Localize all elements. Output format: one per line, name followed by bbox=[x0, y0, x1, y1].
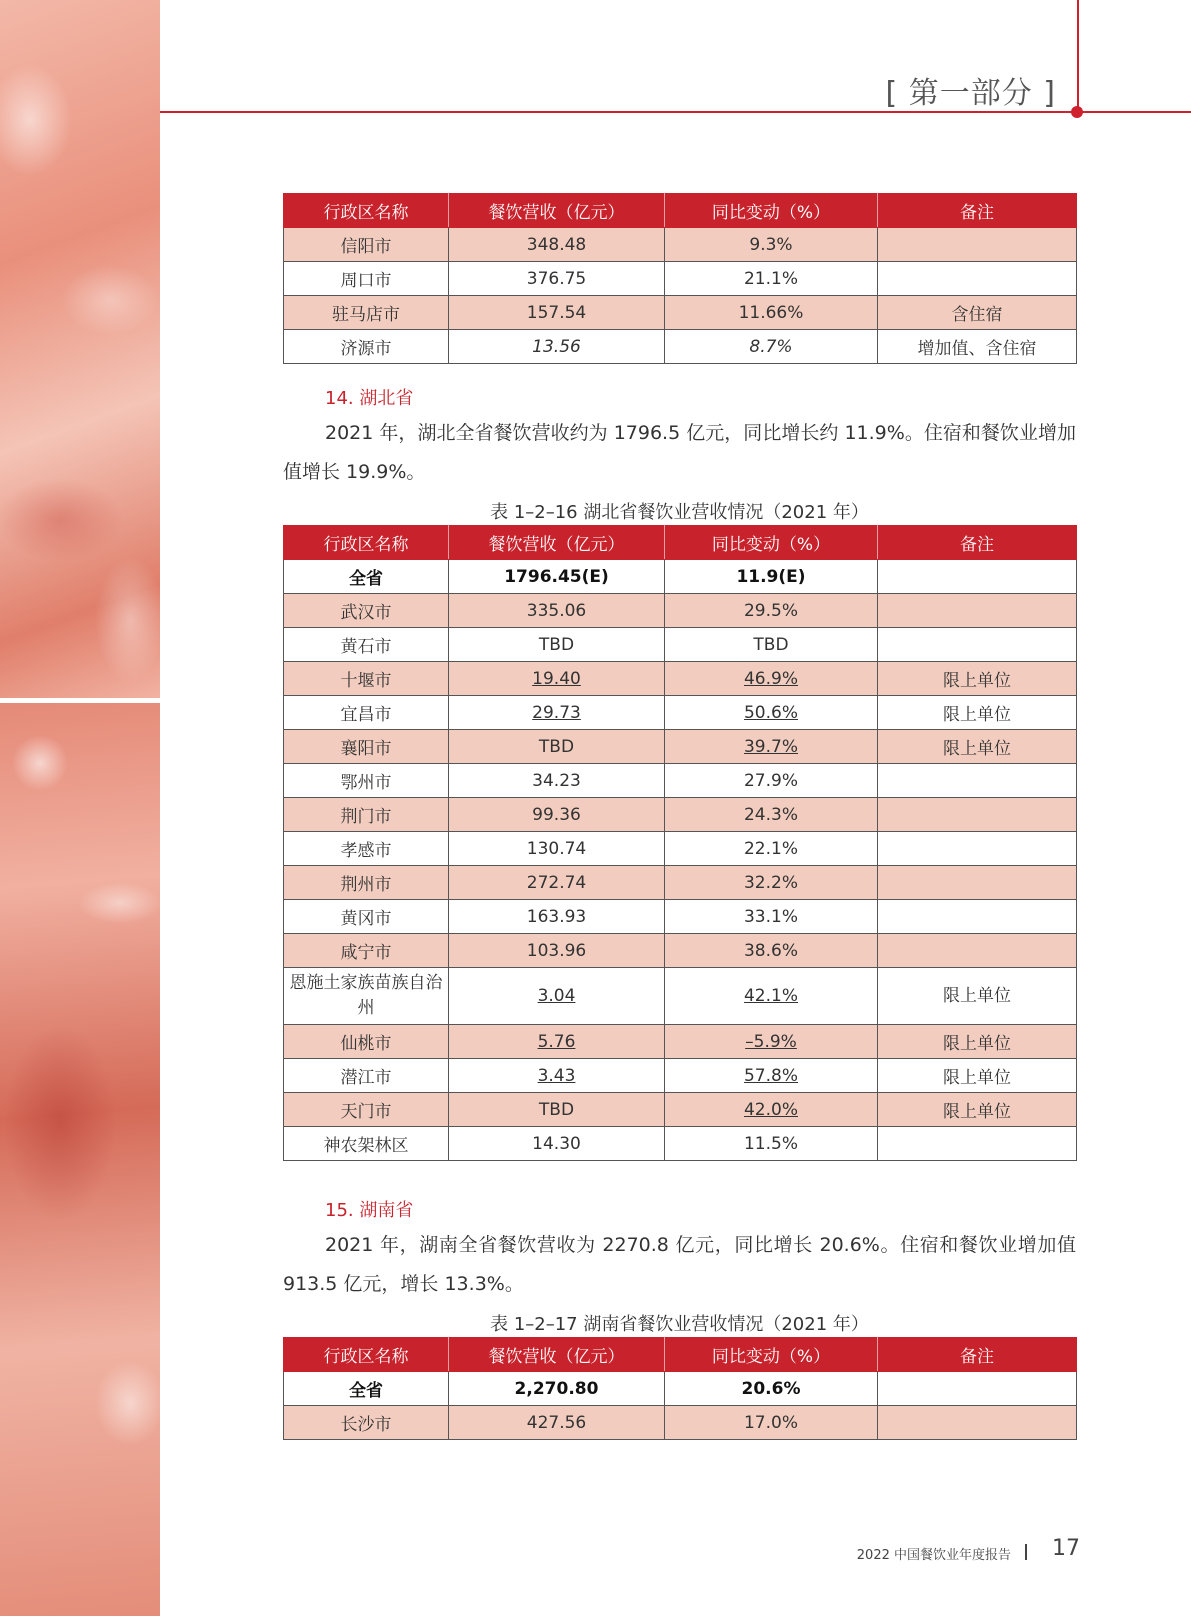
col-header: 同比变动（%） bbox=[665, 526, 878, 560]
table-row-total bbox=[284, 1372, 1077, 1406]
cell-revenue: 103.96 bbox=[449, 934, 665, 968]
table-row bbox=[284, 866, 1077, 900]
table-row bbox=[284, 900, 1077, 934]
footer-report-title: 2022 中国餐饮业年度报告 bbox=[856, 1548, 1011, 1563]
change-value: –5.9% bbox=[745, 1031, 797, 1052]
table-row bbox=[284, 1059, 1077, 1093]
cell-change: 32.2% bbox=[665, 866, 878, 900]
cell-note bbox=[878, 1372, 1077, 1406]
cell-change: 11.5% bbox=[665, 1127, 878, 1161]
table-continued bbox=[283, 193, 1077, 364]
cell-note bbox=[878, 866, 1077, 900]
cell-region: 神农架林区 bbox=[284, 1127, 449, 1161]
cell-change bbox=[665, 968, 878, 1025]
side-decorative-photo bbox=[0, 0, 160, 698]
cell-revenue: 130.74 bbox=[449, 832, 665, 866]
cell-note: 限上单位 bbox=[878, 1025, 1077, 1059]
cell-change: 22.1% bbox=[665, 832, 878, 866]
cell-revenue: 335.06 bbox=[449, 594, 665, 628]
table-row bbox=[284, 832, 1077, 866]
col-header: 同比变动（%） bbox=[665, 194, 878, 228]
table-row bbox=[284, 1025, 1077, 1059]
cell-note bbox=[878, 228, 1077, 262]
cell-revenue: 163.93 bbox=[449, 900, 665, 934]
cell-change: 24.3% bbox=[665, 798, 878, 832]
cell-region: 黄冈市 bbox=[284, 900, 449, 934]
cell-region: 十堰市 bbox=[284, 662, 449, 696]
cell-note: 限上单位 bbox=[878, 1093, 1077, 1127]
cell-change: 11.66% bbox=[665, 296, 878, 330]
table-header-row bbox=[284, 1338, 1077, 1372]
cell-revenue: TBD bbox=[449, 628, 665, 662]
paragraph-hunan: 2021 年，湖南全省餐饮营收为 2270.8 亿元，同比增长 20.6%。住宿和餐饮业增加值 913.5 亿元，增长 13.3%。 bbox=[283, 1234, 1076, 1295]
col-header: 行政区名称 bbox=[284, 1338, 449, 1372]
cell-note bbox=[878, 764, 1077, 798]
cell-region: 荆州市 bbox=[284, 866, 449, 900]
cell-region: 黄石市 bbox=[284, 628, 449, 662]
cell-change: 21.1% bbox=[665, 262, 878, 296]
cell-revenue: 376.75 bbox=[449, 262, 665, 296]
cell-revenue bbox=[449, 968, 665, 1025]
table-hunan bbox=[283, 1337, 1077, 1440]
table-row bbox=[284, 968, 1077, 1025]
table-row bbox=[284, 262, 1077, 296]
table-caption-hunan: 表 1–2–17 湖南省餐饮业营收情况（2021 年） bbox=[490, 1314, 869, 1335]
table-hubei bbox=[283, 525, 1077, 1161]
table-row bbox=[284, 296, 1077, 330]
cell-revenue: 2,270.80 bbox=[449, 1372, 665, 1406]
cell-region: 全省 bbox=[284, 560, 449, 594]
cell-revenue: TBD bbox=[449, 1093, 665, 1127]
cell-change bbox=[665, 730, 878, 764]
cell-change: 8.7% bbox=[665, 330, 878, 364]
cell-region: 咸宁市 bbox=[284, 934, 449, 968]
cell-region: 鄂州市 bbox=[284, 764, 449, 798]
table-row bbox=[284, 696, 1077, 730]
cell-note: 限上单位 bbox=[878, 662, 1077, 696]
cell-region: 孝感市 bbox=[284, 832, 449, 866]
col-header: 餐饮营收（亿元） bbox=[449, 1338, 665, 1372]
cell-revenue: 157.54 bbox=[449, 296, 665, 330]
cell-note: 限上单位 bbox=[878, 1059, 1077, 1093]
col-header: 同比变动（%） bbox=[665, 1338, 878, 1372]
cell-revenue: 14.30 bbox=[449, 1127, 665, 1161]
cell-change bbox=[665, 1025, 878, 1059]
col-header: 餐饮营收（亿元） bbox=[449, 526, 665, 560]
cell-change bbox=[665, 696, 878, 730]
cell-note: 限上单位 bbox=[878, 696, 1077, 730]
cell-region: 荆门市 bbox=[284, 798, 449, 832]
cell-change: 20.6% bbox=[665, 1372, 878, 1406]
change-value: 46.9% bbox=[743, 668, 798, 689]
cell-region: 周口市 bbox=[284, 262, 449, 296]
cell-revenue bbox=[449, 696, 665, 730]
cell-change: 33.1% bbox=[665, 900, 878, 934]
change-value: 50.6% bbox=[743, 702, 798, 723]
cell-note bbox=[878, 832, 1077, 866]
cell-revenue: 99.36 bbox=[449, 798, 665, 832]
col-header: 行政区名称 bbox=[284, 194, 449, 228]
cell-region: 襄阳市 bbox=[284, 730, 449, 764]
section-label: [ 第一部分 ] bbox=[885, 76, 1056, 111]
col-header: 备注 bbox=[878, 194, 1077, 228]
table-row-total bbox=[284, 560, 1077, 594]
cell-revenue: TBD bbox=[449, 730, 665, 764]
table-row bbox=[284, 594, 1077, 628]
cell-note bbox=[878, 262, 1077, 296]
header-dot bbox=[1071, 106, 1083, 118]
cell-change: 17.0% bbox=[665, 1406, 878, 1440]
section-heading-hubei: 14. 湖北省 bbox=[325, 388, 414, 409]
cell-revenue: 1796.45(E) bbox=[449, 560, 665, 594]
page-number: 17 bbox=[1052, 1536, 1080, 1561]
cell-region: 长沙市 bbox=[284, 1406, 449, 1440]
cell-note bbox=[878, 900, 1077, 934]
change-value: 42.0% bbox=[743, 1099, 798, 1120]
cell-region: 济源市 bbox=[284, 330, 449, 364]
cell-note bbox=[878, 934, 1077, 968]
col-header: 行政区名称 bbox=[284, 526, 449, 560]
paragraph-hubei: 2021 年，湖北全省餐饮营收约为 1796.5 亿元，同比增长约 11.9%。住宿和餐饮业增加值增长 19.9%。 bbox=[283, 422, 1076, 483]
cell-change bbox=[665, 1059, 878, 1093]
cell-region: 天门市 bbox=[284, 1093, 449, 1127]
cell-change: 11.9(E) bbox=[665, 560, 878, 594]
cell-change: 38.6% bbox=[665, 934, 878, 968]
cell-revenue: 13.56 bbox=[449, 330, 665, 364]
cell-region: 信阳市 bbox=[284, 228, 449, 262]
cell-region: 仙桃市 bbox=[284, 1025, 449, 1059]
cell-note bbox=[878, 594, 1077, 628]
table-row bbox=[284, 1093, 1077, 1127]
cell-note bbox=[878, 628, 1077, 662]
table-header-row bbox=[284, 526, 1077, 560]
cell-note bbox=[878, 798, 1077, 832]
table-row bbox=[284, 934, 1077, 968]
table-row bbox=[284, 730, 1077, 764]
table-row bbox=[284, 1406, 1077, 1440]
section-heading-hunan: 15. 湖南省 bbox=[325, 1200, 414, 1221]
table-row bbox=[284, 798, 1077, 832]
table-row bbox=[284, 764, 1077, 798]
revenue-value: 3.04 bbox=[537, 985, 576, 1006]
cell-note bbox=[878, 1406, 1077, 1440]
cell-revenue bbox=[449, 1025, 665, 1059]
revenue-value: 29.73 bbox=[532, 702, 581, 723]
cell-region: 全省 bbox=[284, 1372, 449, 1406]
table-row bbox=[284, 330, 1077, 364]
revenue-value: 5.76 bbox=[537, 1031, 576, 1052]
cell-revenue bbox=[449, 1059, 665, 1093]
cell-note: 含住宿 bbox=[878, 296, 1077, 330]
table-header-row bbox=[284, 194, 1077, 228]
cell-change: 27.9% bbox=[665, 764, 878, 798]
cell-revenue bbox=[449, 662, 665, 696]
side-decorative-photo-lower bbox=[0, 703, 160, 1616]
cell-note bbox=[878, 560, 1077, 594]
cell-change: TBD bbox=[665, 628, 878, 662]
col-header: 备注 bbox=[878, 1338, 1077, 1372]
table-row bbox=[284, 628, 1077, 662]
table-row bbox=[284, 228, 1077, 262]
cell-note: 限上单位 bbox=[878, 968, 1077, 1025]
cell-change: 29.5% bbox=[665, 594, 878, 628]
change-value: 39.7% bbox=[743, 736, 798, 757]
cell-region: 潜江市 bbox=[284, 1059, 449, 1093]
cell-revenue: 272.74 bbox=[449, 866, 665, 900]
cell-change bbox=[665, 1093, 878, 1127]
cell-region: 武汉市 bbox=[284, 594, 449, 628]
table-row bbox=[284, 1127, 1077, 1161]
cell-note: 限上单位 bbox=[878, 730, 1077, 764]
cell-note bbox=[878, 1127, 1077, 1161]
revenue-value: 3.43 bbox=[537, 1065, 576, 1086]
footer-divider bbox=[1025, 1544, 1027, 1560]
col-header: 备注 bbox=[878, 526, 1077, 560]
header-vertical-rule bbox=[1077, 0, 1079, 113]
cell-revenue: 348.48 bbox=[449, 228, 665, 262]
change-value: 42.1% bbox=[743, 985, 798, 1006]
cell-revenue: 427.56 bbox=[449, 1406, 665, 1440]
cell-region: 宜昌市 bbox=[284, 696, 449, 730]
change-value: 57.8% bbox=[743, 1065, 798, 1086]
table-caption-hubei: 表 1–2–16 湖北省餐饮业营收情况（2021 年） bbox=[490, 502, 869, 523]
cell-revenue: 34.23 bbox=[449, 764, 665, 798]
cell-change: 9.3% bbox=[665, 228, 878, 262]
cell-region: 恩施土家族苗族自治州 bbox=[284, 968, 449, 1025]
col-header: 餐饮营收（亿元） bbox=[449, 194, 665, 228]
cell-note: 增加值、含住宿 bbox=[878, 330, 1077, 364]
revenue-value: 19.40 bbox=[532, 668, 581, 689]
cell-region: 驻马店市 bbox=[284, 296, 449, 330]
cell-change bbox=[665, 662, 878, 696]
table-row bbox=[284, 662, 1077, 696]
